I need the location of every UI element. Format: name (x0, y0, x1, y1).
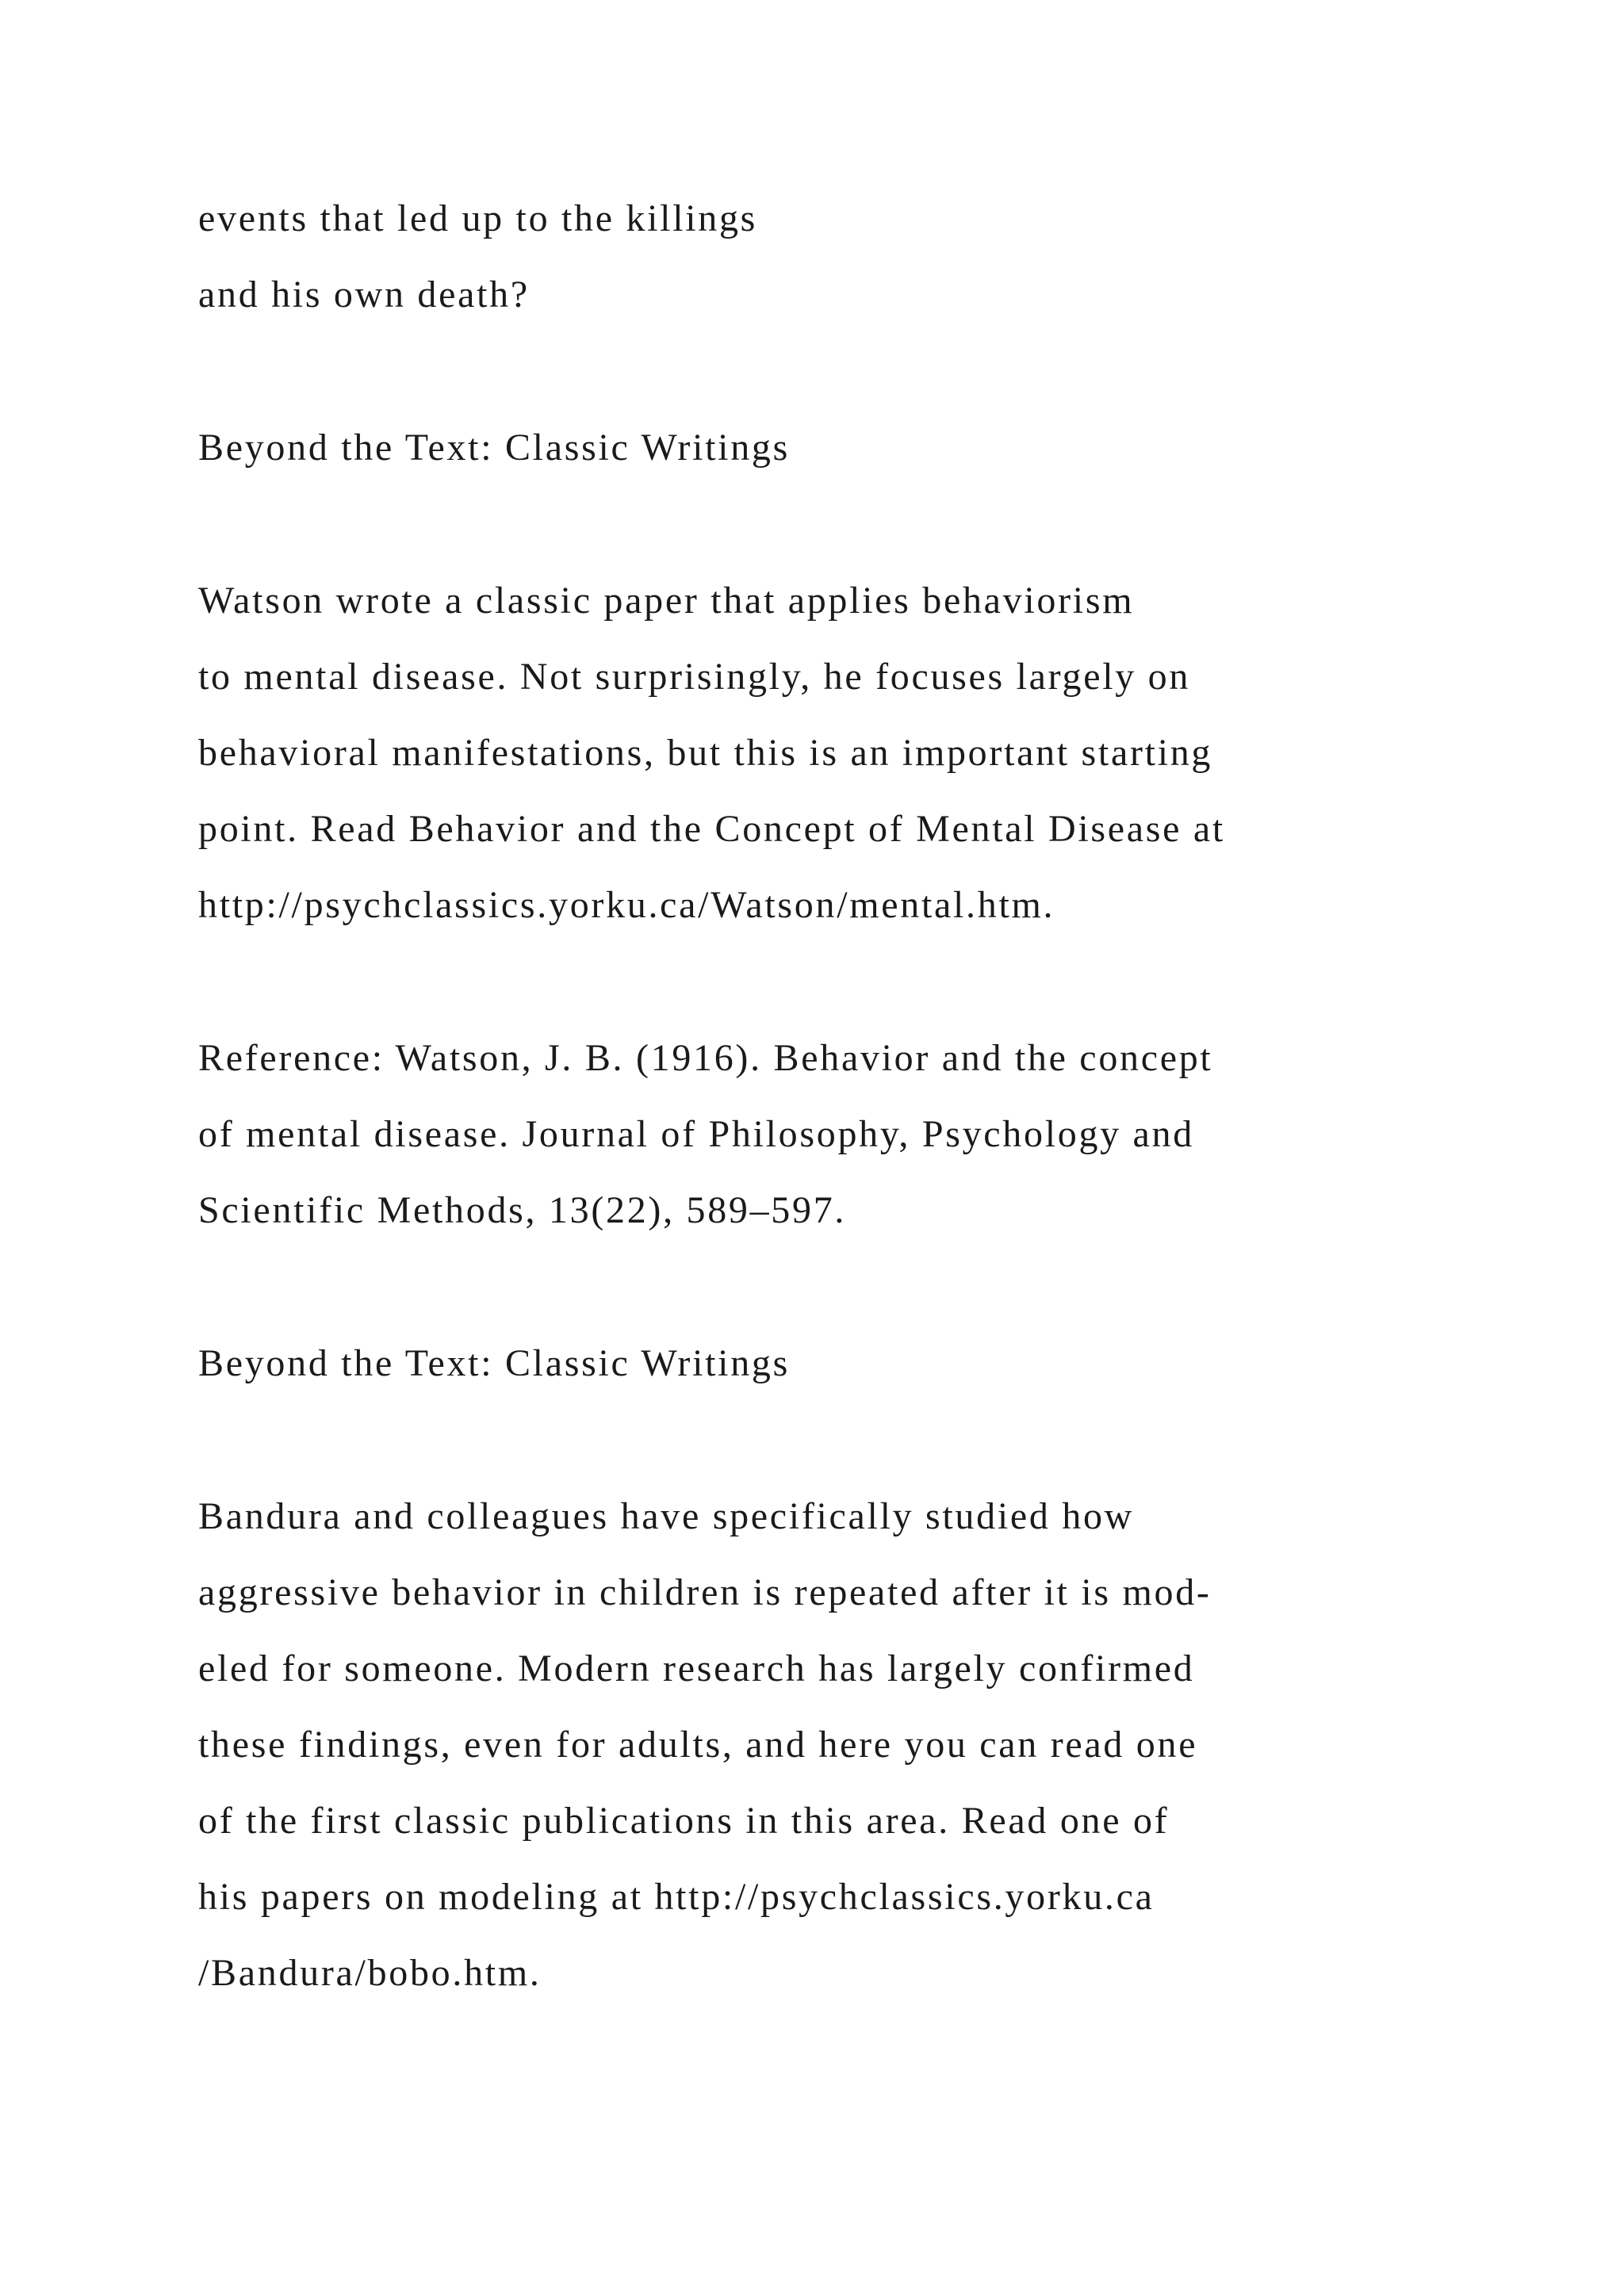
text-line: of the first classic publications in this area. Read one of (198, 1800, 1170, 1842)
text-line: Bandura and colleagues have specifically studied how (198, 1495, 1135, 1537)
text-line: behavioral manifestations, but this is an important starting (198, 732, 1213, 774)
url-text: /Bandura/bobo.htm. (198, 1952, 542, 1994)
text-line: eled for someone. Modern research has largely confirmed (198, 1647, 1195, 1689)
text-line: his papers on modeling at http://psychclassics.yorku.ca (198, 1876, 1155, 1918)
section-heading: Beyond the Text: Classic Writings (198, 427, 790, 469)
url-text: http://psychclassics.yorku.ca/Watson/mental.htm. (198, 884, 1055, 926)
section-heading: Beyond the Text: Classic Writings (198, 1342, 790, 1384)
text-line: to mental disease. Not surprisingly, he focuses largely on (198, 656, 1191, 698)
text-line: and his own death? (198, 274, 530, 316)
text-line: events that led up to the killings (198, 197, 758, 239)
text-line: these findings, even for adults, and here you can read one (198, 1724, 1198, 1766)
reference-line: Reference: Watson, J. B. (1916). Behavior and the concept (198, 1037, 1213, 1079)
reference-line: of mental disease. Journal of Philosophy, Psychology and (198, 1113, 1194, 1155)
reference-line: Scientific Methods, 13(22), 589–597. (198, 1189, 847, 1231)
text-line: Watson wrote a classic paper that applies behaviorism (198, 580, 1135, 622)
text-line: point. Read Behavior and the Concept of Mental Disease at (198, 808, 1225, 850)
text-line: aggressive behavior in children is repeated after it is mod- (198, 1571, 1212, 1613)
